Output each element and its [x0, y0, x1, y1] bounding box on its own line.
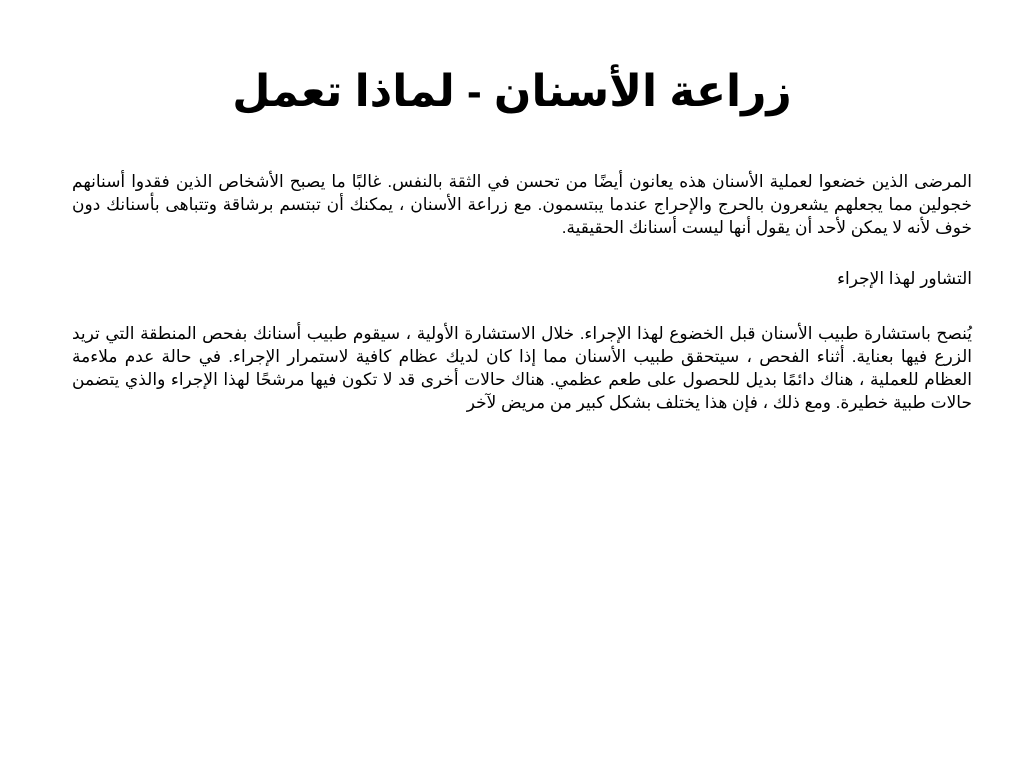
- paragraph-confidence: المرضى الذين خضعوا لعملية الأسنان هذه يعانون أيضًا من تحسن في الثقة بالنفس. غالبًا ما يصبح الأشخاص الذين فقدوا أسنانهم خجولين مما يجعلهم يشعرون بالحرج والإحراج عندما يبتسمون. مع زراعة الأسنان ، يمكنك أن تبتسم برشاقة وتتباهى بأسنانك دون خوف لأنه لا يمكن لأحد أن يقول أنها ليست أسنانك الحقيقية.: [72, 172, 972, 237]
- slide-body: [72, 170, 972, 442]
- paragraph-consultation: يُنصح باستشارة طبيب الأسنان قبل الخضوع لهذا الإجراء. خلال الاستشارة الأولية ، سيقوم طبيب أسنانك بفحص المنطقة التي تريد الزرع فيها بعناية. أثناء الفحص ، سيتحقق طبيب الأسنان مما إذا كان لديك عظام كافية لاستمرار الإجراء. في حالة عدم ملاءمة العظام للعملية ، هناك دائمًا بديل للحصول على طعم عظمي. هناك حالات أخرى قد لا تكون فيها مرشحًا لهذا الإجراء والذي يتضمن حالات طبية خطيرة. ومع ذلك ، فإن هذا يختلف بشكل كبير من مريض لآخر: [72, 324, 972, 412]
- section-heading-consultation: التشاور لهذا الإجراء: [837, 269, 972, 288]
- slide-title: زراعة الأسنان - لماذا تعمل: [232, 67, 792, 116]
